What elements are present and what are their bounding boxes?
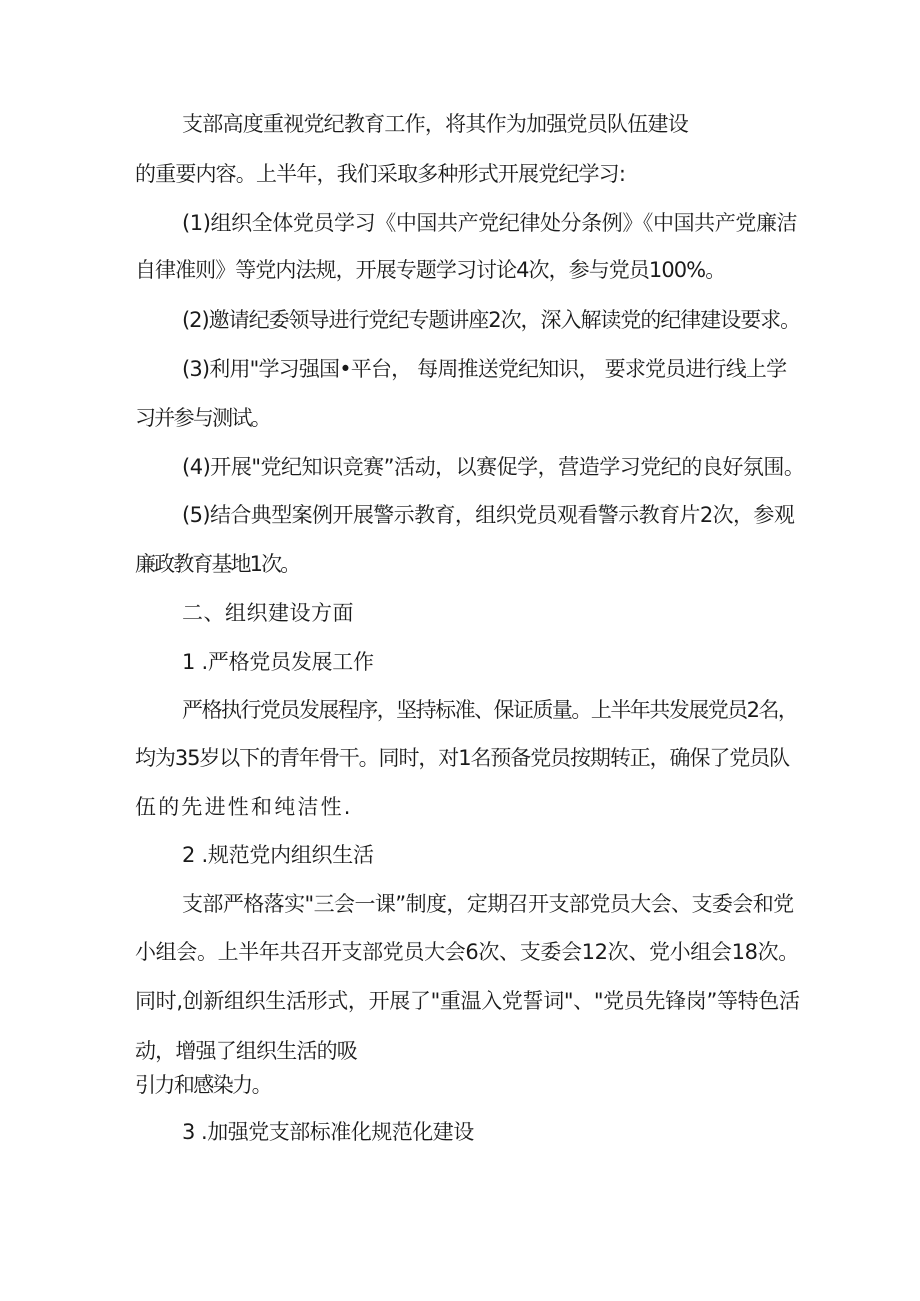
paragraph-line: (3)利用"学习强国•平台， 每周推送党纪知识， 要求党员进行线上学	[182, 357, 787, 381]
paragraph-line: 支部严格落实"三会一课”制度，定期召开支部党员大会、支委会和党	[182, 892, 794, 916]
paragraph-line: 动，增强了组织生活的吸	[135, 1039, 357, 1063]
paragraph-line: 习并参与测试。	[135, 406, 271, 430]
paragraph-line: 的重要内容。上半年，我们采取多种形式开展党纪学习:	[135, 162, 626, 186]
paragraph-line: (4)开展"党纪知识竞赛”活动，以赛促学，营造学习党纪的良好氛围。	[182, 455, 805, 479]
paragraph-line: 伍的先进性和纯洁性.	[135, 795, 353, 819]
paragraph-line: (5)结合典型案例开展警示教育，组织党员观看警示教育片2次，参观	[182, 503, 795, 527]
paragraph-line: 廉政教育基地1次。	[135, 552, 300, 576]
paragraph-line: 同时,创新组织生活形式，开展了"重温入党誓词"、"党员先锋岗”等特色活	[135, 989, 800, 1013]
paragraph-line: 引力和感染力。	[135, 1073, 272, 1097]
paragraph-line: (1)组织全体党员学习《中国共产党纪律处分条例》《中国共产党廉洁	[182, 211, 798, 235]
paragraph-line: (2)邀请纪委领导进行党纪专题讲座2次，深入解读党的纪律建设要求。	[182, 308, 801, 332]
paragraph-line: 支部高度重视党纪教育工作，将其作为加强党员队伍建设	[182, 112, 688, 136]
subsection-heading: 2 .规范党内组织生活	[182, 843, 374, 867]
paragraph-line: 严格执行党员发展程序，坚持标准、保证质量。上半年共发展党员2名，	[182, 698, 798, 722]
subsection-heading: 3 .加强党支部标准化规范化建设	[182, 1120, 474, 1144]
paragraph-line: 小组会。上半年共召开支部党员大会6次、支委会12次、党小组会18次。	[135, 940, 799, 964]
paragraph-line: 自律准则》等党内法规，开展专题学习讨论4次，参与党员100%。	[135, 258, 726, 282]
section-heading: 二、组织建设方面	[182, 601, 354, 625]
subsection-heading: 1 .严格党员发展工作	[182, 650, 374, 674]
paragraph-line: 均为35岁以下的青年骨干。同时，对1名预备党员按期转正，确保了党员队	[135, 746, 790, 770]
